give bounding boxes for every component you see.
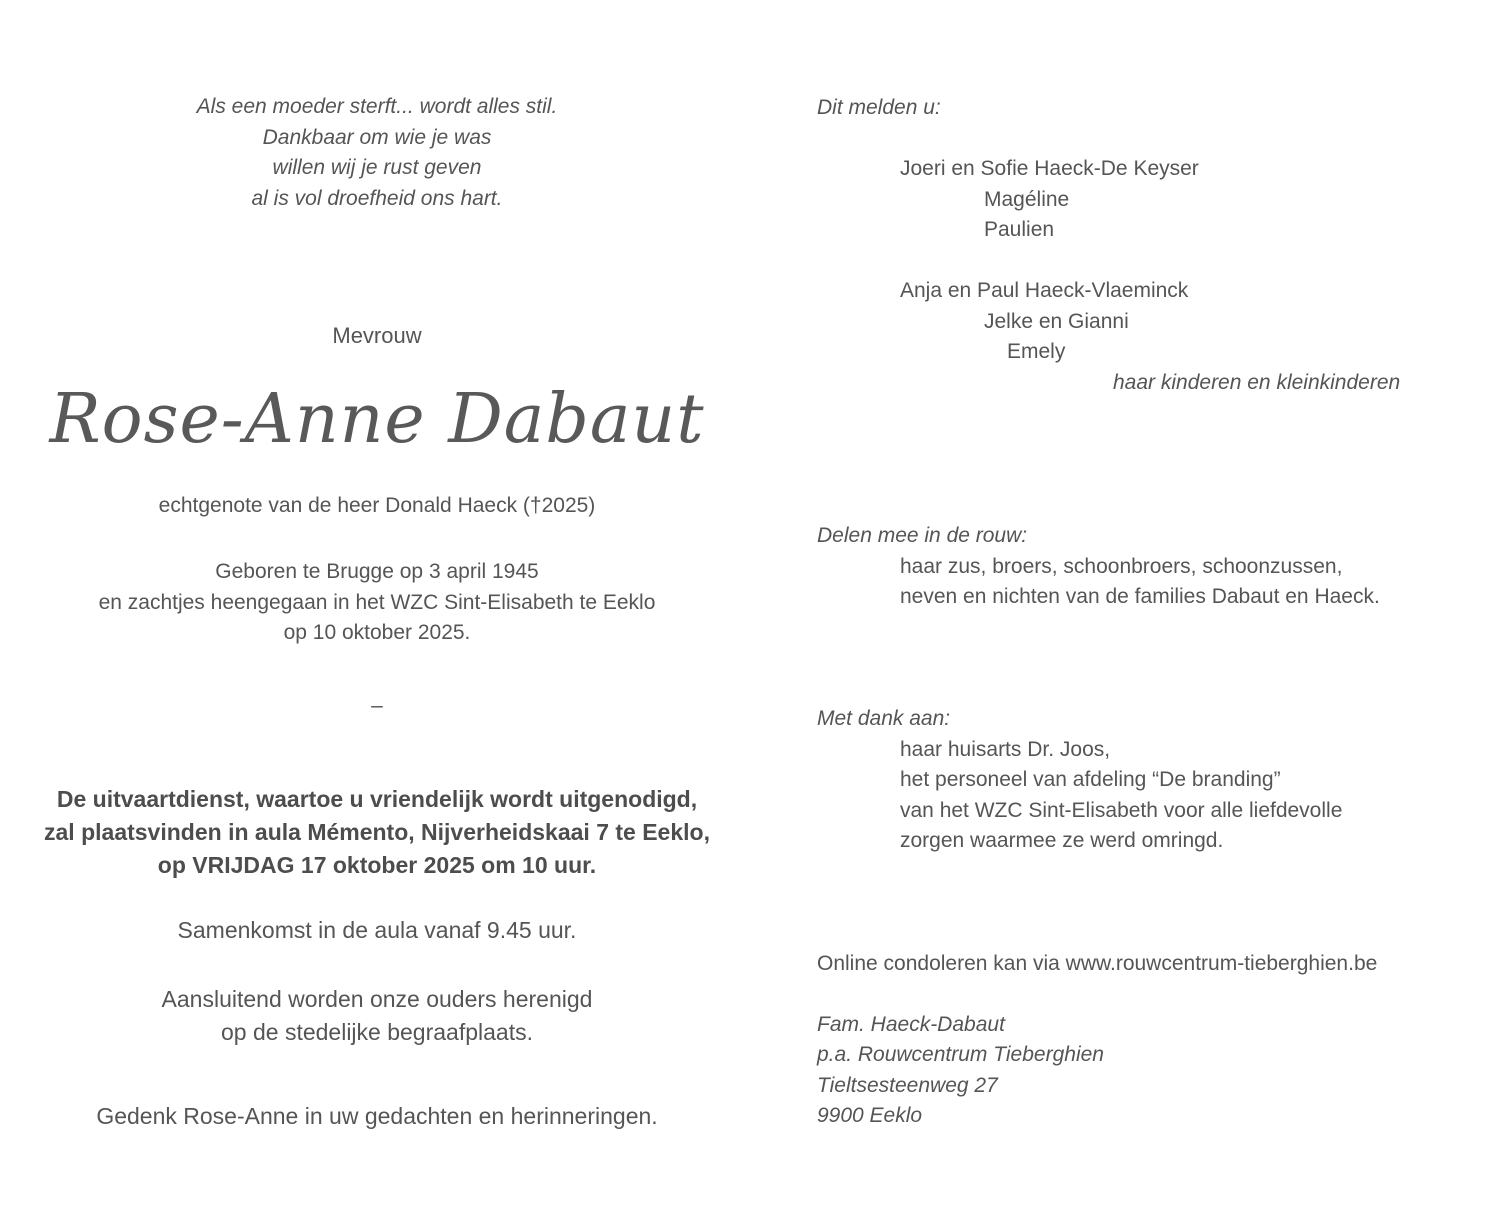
grandchild-name: Paulien (984, 218, 1055, 241)
address-line: Fam. Haeck-Dabaut (817, 1013, 1005, 1036)
deceased-name: Rose-Anne Dabaut (49, 380, 705, 459)
poem-line: willen wij je rust geven (272, 156, 482, 179)
mourning-line: neven en nichten van de families Dabaut en Haeck. (900, 585, 1380, 608)
spouse-line: echtgenote van de heer Donald Haeck (†2025) (158, 494, 596, 517)
family-couple-1: Joeri en Sofie Haeck-De Keyser (900, 157, 1199, 180)
address-line: p.a. Rouwcentrum Tieberghien (817, 1043, 1104, 1066)
salutation: Mevrouw (332, 323, 422, 348)
remember-line: Gedenk Rose-Anne in uw gedachten en herinneringen. (96, 1103, 658, 1129)
grandchild-name: Magéline (984, 188, 1070, 211)
burial-line: Aansluitend worden onze ouders herenigd (161, 986, 593, 1012)
birth-death-block (0, 557, 754, 649)
funeral-announcement (0, 783, 754, 882)
burial-block (0, 983, 754, 1049)
family-role: haar kinderen en kleinkinderen (1113, 371, 1401, 394)
address-line: 9900 Eeklo (817, 1104, 923, 1127)
family-couple-2: Anja en Paul Haeck-Vlaeminck (900, 279, 1189, 302)
separator: – (371, 694, 383, 717)
gathering-line: Samenkomst in de aula vanaf 9.45 uur. (177, 917, 577, 943)
funeral-line: zal plaatsvinden in aula Mémento, Nijverheidskaai 7 te Eeklo, (44, 819, 710, 845)
thanks-line: van het WZC Sint-Elisabeth voor alle liefdevolle (900, 799, 1343, 822)
thanks-line: het personeel van afdeling “De branding” (900, 768, 1281, 791)
mourning-line: haar zus, broers, schoonbroers, schoonzussen, (900, 555, 1343, 578)
poem (0, 92, 754, 214)
address-line: Tieltsesteenweg 27 (817, 1074, 998, 1097)
poem-line: Als een moeder sterft... wordt alles stil. (196, 95, 558, 118)
online-condolence: Online condoleren kan via www.rouwcentrum-tieberghien.be (817, 952, 1378, 975)
funeral-line: op VRIJDAG 17 oktober 2025 om 10 uur. (157, 852, 597, 878)
poem-line: Dankbaar om wie je was (262, 125, 492, 149)
great-grandchild-name: Emely (1007, 340, 1066, 363)
thanks-line: haar huisarts Dr. Joos, (900, 738, 1111, 761)
announce-heading: Dit melden u: (817, 96, 941, 119)
poem-line: al is vol droefheid ons hart. (251, 186, 503, 210)
passing-line: en zachtjes heengegaan in het WZC Sint-Elisabeth te Eeklo (98, 590, 656, 614)
thanks-heading: Met dank aan: (817, 707, 951, 730)
funeral-line: De uitvaartdienst, waartoe u vriendelijk wordt uitgenodigd, (56, 786, 698, 812)
burial-line: op de stedelijke begraafplaats. (221, 1019, 533, 1045)
birth-line: Geboren te Brugge op 3 april 1945 (215, 560, 539, 583)
mourning-heading: Delen mee in de rouw: (817, 524, 1028, 547)
thanks-line: zorgen waarmee ze werd omringd. (900, 829, 1224, 852)
date-line: op 10 oktober 2025. (283, 621, 471, 644)
grandchild-name: Jelke en Gianni (984, 310, 1129, 333)
